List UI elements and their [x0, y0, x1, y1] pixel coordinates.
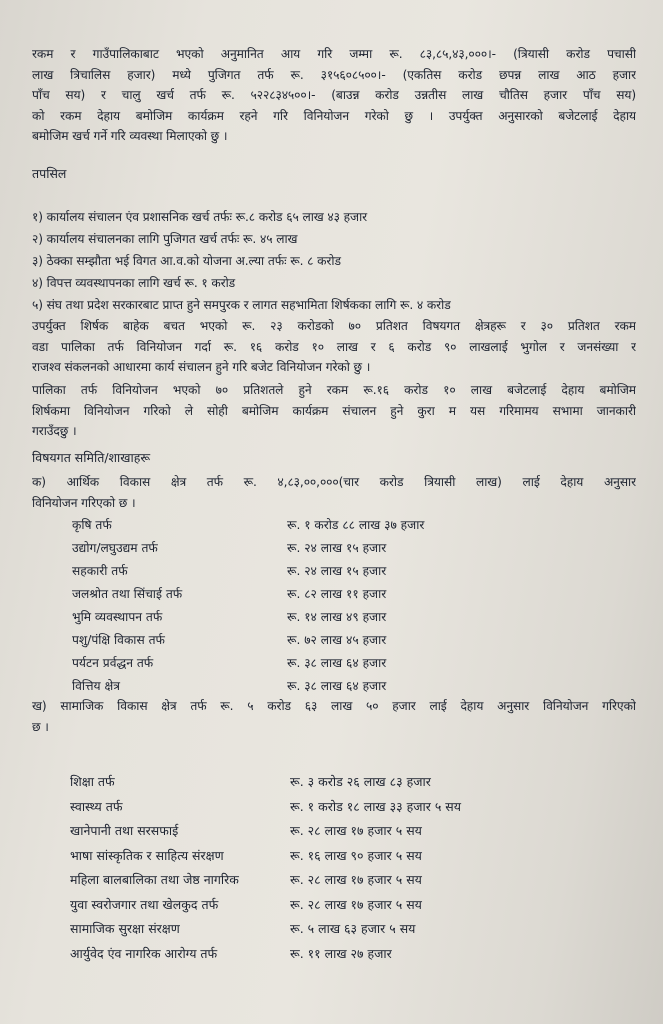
- list-item: [32, 770, 642, 795]
- item-label: कृषि तर्फ: [72, 518, 112, 532]
- list-item: [32, 560, 642, 583]
- item-value: रू. १६ लाख ९० हजार ५ सय: [290, 847, 422, 863]
- intro-line: बमोजिम खर्च गर्ने गरि व्यवस्था मिलाएको छु ।: [32, 129, 228, 143]
- economic-intro-line: क) आर्थिक विकास क्षेत्र तर्फ रू. ४,८३,००,०००(चार करोड त्रियासी लाख) लाई देहाय अनुसार: [32, 475, 636, 489]
- intro-line: पाँच सय) र चालु खर्च तर्फ रू. ५२२८३४५००।- (बाउन्न करोड उन्नतीस लाख चौतिस हजार पाँच सय): [32, 88, 636, 102]
- item-value: रू. ३८ लाख ६४ हजार: [287, 656, 387, 670]
- economic-items: [32, 514, 642, 698]
- municipality-line: गराउँदछु ।: [32, 424, 77, 438]
- item-value: रू. ११ लाख २७ हजार: [290, 945, 392, 961]
- list-item: [32, 917, 642, 942]
- social-intro-line: छ ।: [32, 719, 49, 734]
- municipality-line: पालिका तर्फ विनियोजन भएको ७० प्रतिशतले हुने रकम रू.१६ करोड १० लाख बजेटलाई देहाय बमोजिम: [32, 383, 636, 397]
- item-value: रू. ३ करोड २६ लाख ८३ हजार: [290, 774, 431, 789]
- item-value: रू. २८ लाख १७ हजार ५ सय: [290, 872, 422, 887]
- tapsil-item: ३) ठेक्का सम्झौता भई विगत आ.व.को योजना अ.ल्या तर्फः रू. ८ करोड: [32, 254, 341, 268]
- list-item: [32, 606, 642, 629]
- list-item: [32, 819, 642, 844]
- savings-line: उपर्युक्त शिर्षक बाहेक बचत भएको रू. २३ करोडको ७० प्रतिशत विषयगत क्षेत्रहरू र ३० प्रतिशत रकम: [32, 319, 636, 333]
- item-value: रू. २८ लाख १७ हजार ५ सय: [290, 896, 422, 912]
- samiti-heading: विषयगत समिति/शाखाहरू: [32, 450, 151, 465]
- item-value: रू. ८२ लाख ११ हजार: [287, 587, 387, 601]
- list-item: [32, 652, 642, 675]
- list-item: [32, 629, 642, 652]
- tapsil-item: २) कार्यालय संचालनका लागि पुजिगत खर्च तर्फः रू. ४५ लाख: [32, 232, 298, 246]
- list-item: [32, 675, 642, 698]
- economic-intro-line: विनियोजन गरिएको छ ।: [32, 495, 136, 510]
- item-label: खानेपानी तथा सरसफाई: [70, 823, 179, 838]
- list-item: [32, 795, 642, 820]
- tapsil-item: ५) संघ तथा प्रदेश सरकारबाट प्राप्त हुने समपुरक र लागत सहभामिता शिर्षकका लागि रू. ४ करोड: [32, 298, 451, 312]
- item-value: रू. ५ लाख ६३ हजार ५ सय: [290, 921, 416, 936]
- intro-line: लाख त्रिचालिस हजार) मध्ये पुजिगत तर्फ रू. ३१५६०८५००।- (एकतिस करोड छपन्न लाख आठ हजार: [32, 67, 636, 82]
- list-item: [32, 893, 642, 918]
- item-label: युवा स्वरोजगार तथा खेलकुद तर्फ: [70, 896, 219, 912]
- intro-line: रकम र गाउँपालिकाबाट भएको अनुमानित आय गरि जम्मा रू. ८३,८५,४३,०००।- (त्रियासी करोड पचासी: [32, 47, 636, 61]
- item-value: रू. १ करोड ८८ लाख ३७ हजार: [287, 518, 425, 532]
- item-label: भुमि व्यवस्थापन तर्फ: [72, 610, 163, 624]
- item-label: उद्योग/लघुउद्यम तर्फ: [72, 541, 158, 555]
- list-item: [32, 514, 642, 537]
- item-label: वित्तिय क्षेत्र: [72, 679, 120, 693]
- intro-line: को रकम देहाय बमोजिम कार्यक्रम रहने गरि विनियोजन गरेको छु । उपर्युक्त अनुसारको बजेटलाई देहाय: [32, 108, 636, 123]
- item-label: आर्युवेद एंव नागरिक आरोग्य तर्फ: [70, 945, 218, 961]
- savings-line: वडा पालिका तर्फ विनियोजन गर्दा रू. १६ करोड १० लाख र ६ करोड ९० लाखलाई भुगोल र जनसंख्या र: [32, 339, 636, 354]
- item-value: रू. ७२ लाख ४५ हजार: [287, 633, 387, 647]
- item-label: महिला बालबालिका तथा जेष्ठ नागरिक: [70, 872, 239, 887]
- item-label: पशु/पंक्षि विकास तर्फ: [72, 633, 165, 647]
- list-item: [32, 583, 642, 606]
- item-label: स्वास्थ्य तर्फ: [70, 798, 123, 814]
- item-label: पर्यटन प्रर्वद्धन तर्फ: [72, 656, 154, 670]
- item-value: रू. २४ लाख १५ हजार: [287, 541, 387, 555]
- tapsil-heading: तपसिल: [32, 166, 67, 181]
- intro-paragraph: [32, 44, 636, 147]
- list-item: [32, 844, 642, 869]
- item-value: रू. २४ लाख १५ हजार: [287, 564, 387, 578]
- item-value: रू. २८ लाख १७ हजार ५ सय: [290, 823, 422, 838]
- social-items: [32, 770, 642, 966]
- list-item: [32, 868, 642, 893]
- item-label: सामाजिक सुरक्षा संरक्षण: [70, 921, 180, 936]
- municipality-paragraph: [32, 380, 636, 442]
- savings-paragraph: [32, 316, 636, 378]
- list-item: [32, 537, 642, 560]
- social-intro-line: ख) सामाजिक विकास क्षेत्र तर्फ रू. ५ करोड ६३ लाख ५० हजार लाई देहाय अनुसार विनियोजन गरिएको: [32, 699, 636, 713]
- item-value: रू. ३८ लाख ६४ हजार: [287, 679, 387, 693]
- tapsil-item: ४) विपत्त व्यवस्थापनका लागि खर्च रू. १ करोड: [32, 276, 236, 290]
- item-label: भाषा सांस्कृतिक र साहित्य संरक्षण: [70, 847, 224, 863]
- savings-line: राजश्व संकलनको आधारमा कार्य संचालन हुने गरि बजेट विनियोजन गरेको छु ।: [32, 360, 371, 374]
- item-value: रू. १४ लाख ४९ हजार: [287, 610, 387, 624]
- item-value: रू. १ करोड १८ लाख ३३ हजार ५ सय: [290, 798, 462, 814]
- economic-intro: [32, 472, 636, 513]
- list-item: [32, 942, 642, 967]
- municipality-line: शिर्षकमा विनियोजन गरिको ले सोही बमोजिम कार्यक्रम संचालन हुने कुरा म यस गरिमामय सभामा जानकारी: [32, 403, 636, 418]
- item-label: शिक्षा तर्फ: [70, 774, 115, 789]
- tapsil-list: [32, 206, 636, 316]
- social-intro: [32, 696, 636, 737]
- tapsil-item: १) कार्यालय संचालन एंव प्रशासनिक खर्च तर्फः रू.८ करोड ६५ लाख ४३ हजार: [32, 210, 368, 224]
- item-label: जलश्रोत तथा सिंचाई तर्फ: [72, 587, 183, 601]
- item-label: सहकारी तर्फ: [72, 564, 128, 578]
